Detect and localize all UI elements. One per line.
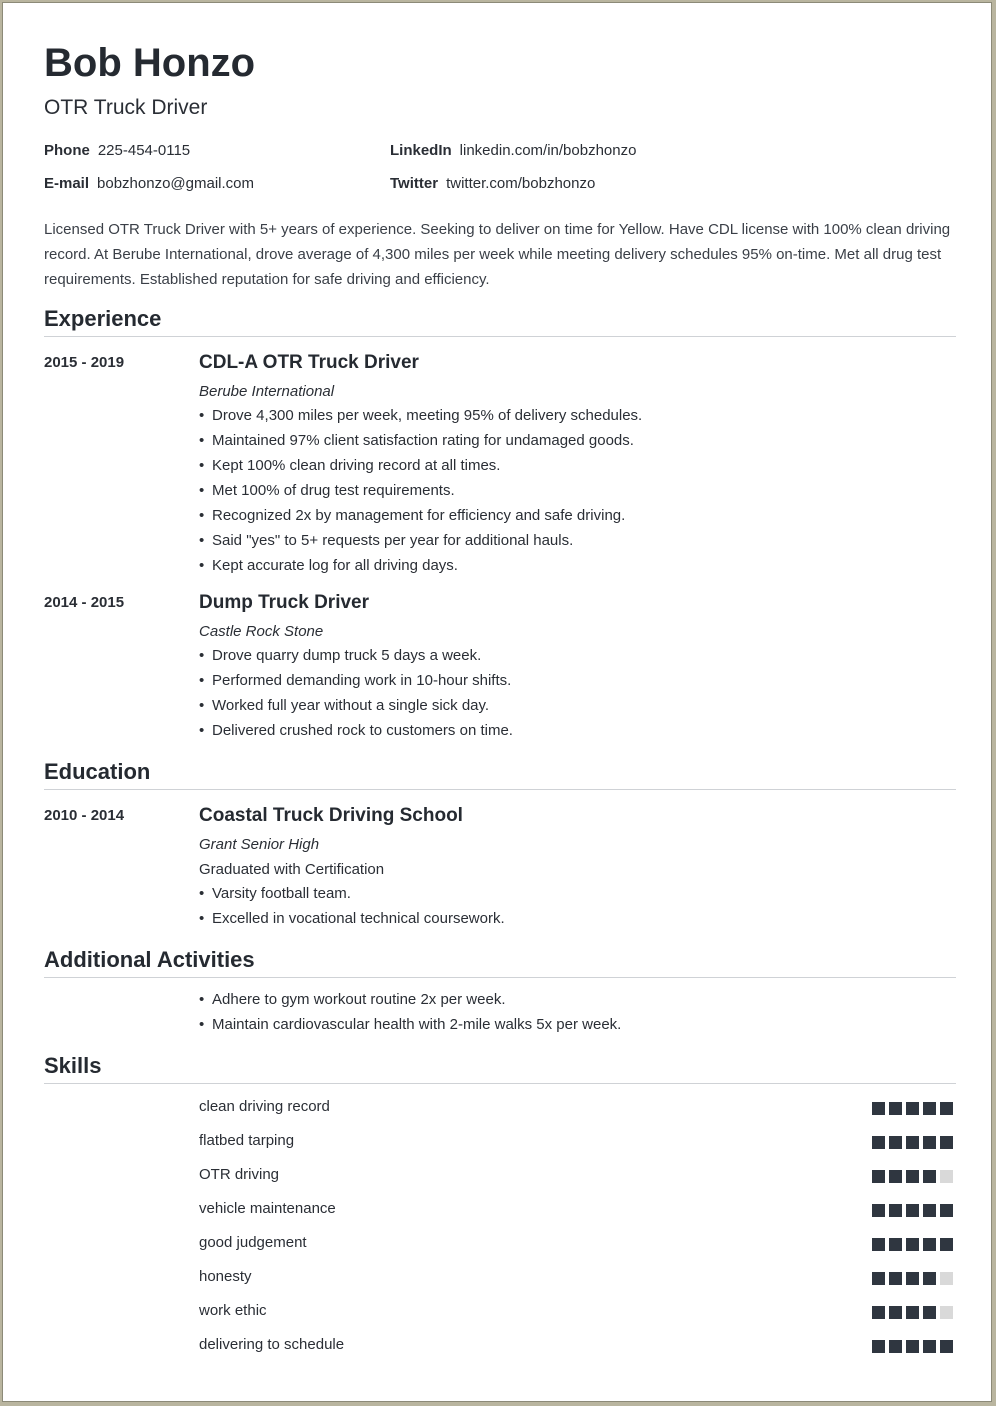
contact-twitter: [390, 175, 595, 192]
activities-bullets: [199, 987, 621, 1037]
rating-square-filled: [906, 1238, 919, 1251]
rating-square-filled: [923, 1306, 936, 1319]
rating-square-filled: [889, 1238, 902, 1251]
rating-square-filled: [923, 1238, 936, 1251]
job-1-bullets: [199, 403, 642, 578]
education-bullets: [199, 881, 505, 931]
skills-heading: Skills: [44, 1053, 956, 1084]
rating-square-filled: [872, 1306, 885, 1319]
rating-square-filled: [889, 1306, 902, 1319]
rating-square-filled: [872, 1204, 885, 1217]
list-item: • Met 100% of drug test requirements.: [199, 478, 642, 503]
rating-square-filled: [940, 1340, 953, 1353]
list-item: • Drove quarry dump truck 5 days a week.: [199, 643, 513, 668]
rating-square-empty: [940, 1272, 953, 1285]
rating-square-filled: [940, 1238, 953, 1251]
list-item: • Recognized 2x by management for efficiency and safe driving.: [199, 503, 642, 528]
rating-square-empty: [940, 1306, 953, 1319]
rating-square-filled: [923, 1102, 936, 1115]
education-note: Graduated with Certification: [199, 861, 385, 878]
job-1-company: Berube International: [199, 383, 335, 400]
twitter-value: twitter.com/bobzhonzo: [446, 175, 596, 192]
rating-square-filled: [923, 1136, 936, 1149]
skill-rating: [872, 1204, 957, 1217]
list-item: • Said "yes" to 5+ requests per year for additional hauls.: [199, 528, 642, 553]
rating-square-filled: [872, 1136, 885, 1149]
rating-square-filled: [906, 1272, 919, 1285]
education-subschool: Grant Senior High: [199, 836, 320, 853]
job-2-company: Castle Rock Stone: [199, 623, 324, 640]
email-label: E-mail: [44, 175, 90, 192]
rating-square-filled: [906, 1136, 919, 1149]
skill-label: flatbed tarping: [199, 1132, 295, 1149]
rating-square-filled: [923, 1170, 936, 1183]
rating-square-filled: [940, 1136, 953, 1149]
education-heading: Education: [44, 759, 956, 790]
skill-rating: [872, 1272, 957, 1285]
rating-square-filled: [889, 1340, 902, 1353]
list-item: • Maintain cardiovascular health with 2-mile walks 5x per week.: [199, 1012, 621, 1037]
skill-rating: [872, 1306, 957, 1319]
linkedin-label: LinkedIn: [390, 142, 452, 159]
list-item: • Performed demanding work in 10-hour shifts.: [199, 668, 513, 693]
skill-rating: [872, 1340, 957, 1353]
rating-square-filled: [872, 1340, 885, 1353]
rating-square-filled: [872, 1272, 885, 1285]
skill-rating: [872, 1238, 957, 1251]
rating-square-filled: [872, 1102, 885, 1115]
list-item: • Kept accurate log for all driving days.: [199, 553, 642, 578]
rating-square-filled: [889, 1204, 902, 1217]
rating-square-filled: [906, 1170, 919, 1183]
job-1-dates: 2015 - 2019: [44, 354, 125, 371]
list-item: • Maintained 97% client satisfaction rating for undamaged goods.: [199, 428, 642, 453]
rating-square-empty: [940, 1170, 953, 1183]
skill-label: vehicle maintenance: [199, 1200, 336, 1217]
skill-label: honesty: [199, 1268, 252, 1285]
list-item: • Delivered crushed rock to customers on time.: [199, 718, 513, 743]
rating-square-filled: [906, 1102, 919, 1115]
rating-square-filled: [906, 1306, 919, 1319]
skill-label: work ethic: [199, 1302, 267, 1319]
list-item: • Worked full year without a single sick day.: [199, 693, 513, 718]
rating-square-filled: [906, 1204, 919, 1217]
rating-square-filled: [872, 1238, 885, 1251]
contact-linkedin: [390, 142, 636, 159]
job-title: OTR Truck Driver: [44, 96, 208, 119]
skill-label: delivering to schedule: [199, 1336, 345, 1353]
job-2-title: Dump Truck Driver: [199, 592, 369, 613]
contact-phone: [44, 142, 190, 159]
rating-square-filled: [940, 1102, 953, 1115]
phone-value: 225-454-0115: [97, 142, 191, 159]
skill-label: good judgement: [199, 1234, 307, 1251]
list-item: • Varsity football team.: [199, 881, 505, 906]
summary-paragraph: Licensed OTR Truck Driver with 5+ years of experience. Seeking to deliver on time for Yellow. Have CDL license with 100% clean driving record. At Berube International, drove average of 4,300 miles per week while meeting delivery schedules 95% on-time. Met all drug test requirements. Established reputation for safe driving and efficiency.: [44, 221, 951, 288]
twitter-label: Twitter: [390, 175, 439, 192]
job-2-bullets: [199, 643, 513, 743]
rating-square-filled: [889, 1136, 902, 1149]
rating-square-filled: [889, 1102, 902, 1115]
candidate-name: Bob Honzo: [44, 41, 256, 85]
job-1-title: CDL-A OTR Truck Driver: [199, 352, 419, 373]
rating-square-filled: [906, 1340, 919, 1353]
education-school: Coastal Truck Driving School: [199, 805, 463, 826]
skill-rating: [872, 1102, 957, 1115]
skill-rating: [872, 1170, 957, 1183]
rating-square-filled: [923, 1340, 936, 1353]
linkedin-value: linkedin.com/in/bobzhonzo: [459, 142, 637, 159]
rating-square-filled: [889, 1170, 902, 1183]
list-item: • Kept 100% clean driving record at all times.: [199, 453, 642, 478]
list-item: • Adhere to gym workout routine 2x per week.: [199, 987, 621, 1012]
rating-square-filled: [923, 1272, 936, 1285]
rating-square-filled: [923, 1204, 936, 1217]
list-item: • Drove 4,300 miles per week, meeting 95% of delivery schedules.: [199, 403, 642, 428]
rating-square-filled: [889, 1272, 902, 1285]
rating-square-filled: [940, 1204, 953, 1217]
skill-rating: [872, 1136, 957, 1149]
skill-label: clean driving record: [199, 1098, 330, 1115]
resume-page: [2, 2, 992, 1402]
phone-label: Phone: [44, 142, 90, 159]
list-item: • Excelled in vocational technical coursework.: [199, 906, 505, 931]
email-value: bobzhonzo@gmail.com: [97, 175, 254, 192]
contact-email: [44, 175, 254, 192]
job-2-dates: 2014 - 2015: [44, 594, 125, 611]
experience-heading: Experience: [44, 306, 956, 337]
activities-heading: Additional Activities: [44, 947, 956, 978]
education-dates: 2010 - 2014: [44, 807, 125, 824]
rating-square-filled: [872, 1170, 885, 1183]
skill-label: OTR driving: [199, 1166, 280, 1183]
